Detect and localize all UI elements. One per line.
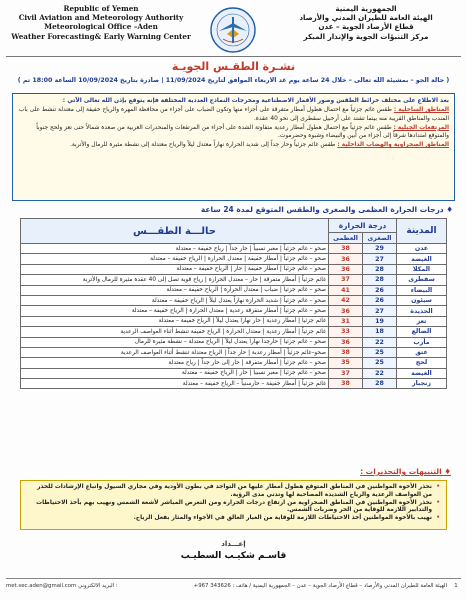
column-header-weather: حالـــة الطقـــس — [21, 219, 329, 244]
column-header-min: الصغرى — [363, 233, 397, 244]
alert-item: • نحذر الأخوة المواطنين في المناطق المتوقع هطول أمطار عليها من التواجد في بطون الأودية وفي مجاري السيول واتباع الإرشادات للحذر من العواصف الرعدية والرياح الشديدة المصاحبة لها وتدني مدى الرؤية. — [27, 484, 440, 500]
region-coastal — [18, 106, 449, 123]
header-ar-line: الجمهورية اليمنية — [335, 4, 397, 13]
footer-email-block — [6, 583, 118, 589]
region-title: المناطق الساحلية : — [393, 107, 449, 114]
cell-weather: صحو – غائم جزئياً | أمطار خفيفة | حار | الرياح خفيفة – معتدلة — [21, 264, 329, 274]
temperature-section-title: ♦ درجات الحرارة العظمى والصغرى والطقس المتوقع لمدة 24 ساعة — [200, 205, 453, 214]
column-header-temperature: درجة الحرارة — [329, 219, 397, 233]
header-divider — [6, 56, 461, 57]
table-row — [21, 295, 447, 305]
cell-city: عدن — [397, 244, 447, 254]
cell-weather: غائم جزئياً | أمطار رعدية | معتدل الحرارة | الرياح خفيفة تنشط أثناء العواصف الرعدية — [21, 327, 329, 337]
table-row — [21, 285, 447, 295]
header-ar-line: قطاع الأرصاد الجوية – عدن — [318, 22, 414, 32]
region-mountain — [18, 124, 449, 141]
table-row — [21, 316, 447, 326]
table-row — [21, 337, 447, 347]
cell-min: 27 — [363, 306, 397, 316]
cell-city: المكلا — [397, 264, 447, 274]
region-title: المناطق الصحراوية والهضاب الداخلية : — [337, 142, 449, 149]
cell-min: 19 — [363, 316, 397, 326]
footer-email-label: البريد الالكتروني : — [77, 583, 118, 589]
cell-min: 28 — [363, 275, 397, 285]
region-desert — [18, 141, 449, 149]
cell-city: مأرب — [397, 337, 447, 347]
cell-min: 22 — [363, 368, 397, 378]
cell-weather: صحو – غائم جزئياً | مغبر نسبياً | حار | الرياح خفيفة – معتدلة — [21, 368, 329, 378]
header-en-line: Meteorological Office –Aden — [44, 22, 158, 32]
table-row — [21, 327, 447, 337]
cell-city: لحج — [397, 358, 447, 368]
page-footer — [6, 578, 461, 595]
cell-city: البيضاء — [397, 285, 447, 295]
region-text: طقس غائم جزئياً مع احتمال هطول أمطار متفرقة على أجزاء منها وتكون الضباب على أجزاء من محافظة المهرة والرياح خفيفة إلى معتدلة تنشط على باب المندب والمناطق القريبة منه بينما تشتد على أرخبيل سقطرى إلى نحو 40 عقدة. — [18, 107, 449, 122]
cell-weather: صحو – غائم جزئياً | حارجداً نهاراً يعتدل ليلاً | الرياح معتدلة – نشطة مثيرة للرمال — [21, 337, 329, 347]
cell-city: الغيضة — [397, 254, 447, 264]
region-title: المرتفعات الجبلية : — [393, 124, 449, 131]
header-en-line: Weather Forecasting& Early Warning Center — [11, 31, 191, 41]
column-header-max: العظمى — [329, 233, 363, 244]
cell-max: 38 — [329, 379, 363, 389]
cell-min: 25 — [363, 347, 397, 357]
regions-forecast-box — [12, 93, 455, 201]
alerts-title: ♦ التنبيهات والتحذيرات : — [360, 467, 451, 476]
header-ar-line: مركز التنبؤات الجوية والإنذار المبكر — [303, 31, 429, 41]
city-forecast-table — [20, 218, 447, 389]
cell-min: 29 — [363, 244, 397, 254]
bulletin-title: نشـرة الطقـس الجويـة — [171, 60, 296, 73]
cell-weather: صحو – غائم جزئياً | أمطار خفيفة | معتدل الحرارة | الرياح خفيفة – معتدلة — [21, 254, 329, 264]
cell-weather: غائم جزئياً | أمطار رعدية | حار نهاراً يعتدل ليلاً | الرياح خفيفة – معتدلة — [21, 316, 329, 326]
header-english — [6, 4, 196, 41]
cell-min: 18 — [363, 327, 397, 337]
table-row — [21, 264, 447, 274]
alert-item: • نهيب بالأخوة المواطنين أخذ الاحتياطات اللازمة للوقاية من الغبار العالق في الأجواء والمثار بفعل الرياح. — [27, 515, 440, 523]
authority-emblem-icon — [205, 5, 261, 55]
cell-max: 37 — [329, 368, 363, 378]
table-row — [21, 368, 447, 378]
alert-item: • نحذر الأخوة المواطنين في المناطق الصحراوية من ارتفاع درجات الحرارة ومن التعرض المباشر لأشعة الشمس ونهيب بهم بأخذ الاحتياطات والتدابير اللازمة للوقاية من الحر وضربات الشمس. — [27, 500, 440, 516]
cell-city: الغيضة — [397, 368, 447, 378]
cell-min: 25 — [363, 358, 397, 368]
footer-contact-text: الهيئة العامة للطيران المدني والأرصاد – قطاع الأرصاد الجوية – عدن – الجمهورية اليمنية / هاتف : 343626 967+ — [193, 583, 447, 589]
header-en-line: Republic of Yemen — [63, 4, 139, 13]
region-text: طقس غائم جزئياً مع احتمال هطول أمطار رعدية متفاوتة الشدة على أجزاء من المرتفعات والمنحدرات الغربية من صعدة شمالاً حتى تعز ولحج جنوباً والمتوقع امتدادها شرقاً إلى أجزاء من أبين والبيضاء وشبوة وحضرموت. — [36, 124, 449, 140]
cell-city: سيئون — [397, 295, 447, 305]
table-row — [21, 306, 447, 316]
cell-max: 31 — [329, 316, 363, 326]
cell-min: 27 — [363, 254, 397, 264]
cell-min: 26 — [363, 285, 397, 295]
alerts-box — [20, 480, 447, 530]
cell-city: الضالع — [397, 327, 447, 337]
cell-min: 28 — [363, 264, 397, 274]
table-row — [21, 244, 447, 254]
footer-email[interactable]: met.sec.aden@gmail.com — [6, 583, 77, 589]
cell-city: تعز — [397, 316, 447, 326]
cell-max: 36 — [329, 254, 363, 264]
cell-max: 38 — [329, 244, 363, 254]
cell-weather: صحو – غائم جزئياً | ضباب | معتدل الحرارة | الرياح خفيفة – معتدلة — [21, 285, 329, 295]
cell-max: 42 — [329, 295, 363, 305]
cell-city: عتق — [397, 347, 447, 357]
cell-max: 36 — [329, 306, 363, 316]
regions-intro: بعد الاطلاع على مختلف خرائط الطقس وصور الأقمار الاصطناعية ومخرجات النماذج العددية المختلفة فإنه يتوقع بإذن الله تعالى الآتي : — [62, 98, 449, 104]
cell-weather: غائم جزئياً | أمطار خفيفة – حارسنياً – الرياح خفيفة – معتدلة — [21, 379, 329, 389]
table-row — [21, 358, 447, 368]
header-arabic — [271, 4, 461, 41]
table-row — [21, 254, 447, 264]
cell-city: سقطرى — [397, 275, 447, 285]
cell-city: زنجبار — [397, 379, 447, 389]
cell-weather: صحو–غائم جزئياً | أمطار رعدية | حار جداً | الرياح معتدلة تنشط أثناء العواصف الرعدية — [21, 347, 329, 357]
cell-max: 36 — [329, 337, 363, 347]
cell-min: 22 — [363, 337, 397, 347]
prepared-by-label: إعـــداد — [221, 540, 246, 548]
bulletin-dateline: ( حالة الجو – بمشيئة الله تعالى – خلال 24 ساعة يوم غد الأربعاء الموافق لتاريخ 11/09/2024 | صادرة بتاريخ 10/09/2024 الساعة 18:00 تم ) — [17, 77, 450, 84]
cell-weather: غائم جزئياً | أمطار متفرقة | حار – معتدل الحرارة | رياح قوية تصل إلى 40 عقدة مثيرة للرمال والأتربة — [21, 275, 329, 285]
cell-max: 35 — [329, 358, 363, 368]
cell-weather: صحو – غائم جزئياً | أمطار متفرقة | حار إلى حار جداً | رياح معتدلة — [21, 358, 329, 368]
cell-min: 26 — [363, 295, 397, 305]
prepared-by-name: قاسـم شكيـب السطيـب — [180, 551, 287, 561]
cell-max: 36 — [329, 264, 363, 274]
cell-max: 33 — [329, 327, 363, 337]
region-text: طقس غائم جزئياً وحار جداً إلى شديد الحرارة نهاراً معتدل ليلاً والرياح معتدلة إلى نشطة مثيرة للرمال والأتربة. — [69, 142, 336, 149]
column-header-city: المدينة — [397, 219, 447, 244]
table-row — [21, 275, 447, 285]
table-row — [21, 347, 447, 357]
header-ar-line: الهيئة العامة للطيران المدني والأرصاد — [299, 13, 433, 23]
cell-max: 38 — [329, 347, 363, 357]
table-row — [21, 379, 447, 389]
header-en-line: Civil Aviation and Meteorology Authority — [18, 13, 184, 23]
cell-min: 28 — [363, 379, 397, 389]
table-body — [21, 244, 447, 389]
cell-max: 41 — [329, 285, 363, 295]
cell-max: 37 — [329, 275, 363, 285]
page-number: 1 — [454, 583, 458, 589]
cell-city: الحديدة — [397, 306, 447, 316]
cell-weather: صحو – غائم جزئياً | شديد الحرارة نهاراً يعتدل ليلاً | الرياح خفيفة – معتدلة — [21, 295, 329, 305]
cell-weather: صحو – غائم جزئياً | أمطار متفرقة رعدية | معتدل الحرارة | الرياح خفيفة – معتدلة — [21, 306, 329, 316]
cell-weather: صحو – غائم جزئياً | مغبر نسبياً | حار جداً | رياح خفيفة – معتدلة — [21, 244, 329, 254]
